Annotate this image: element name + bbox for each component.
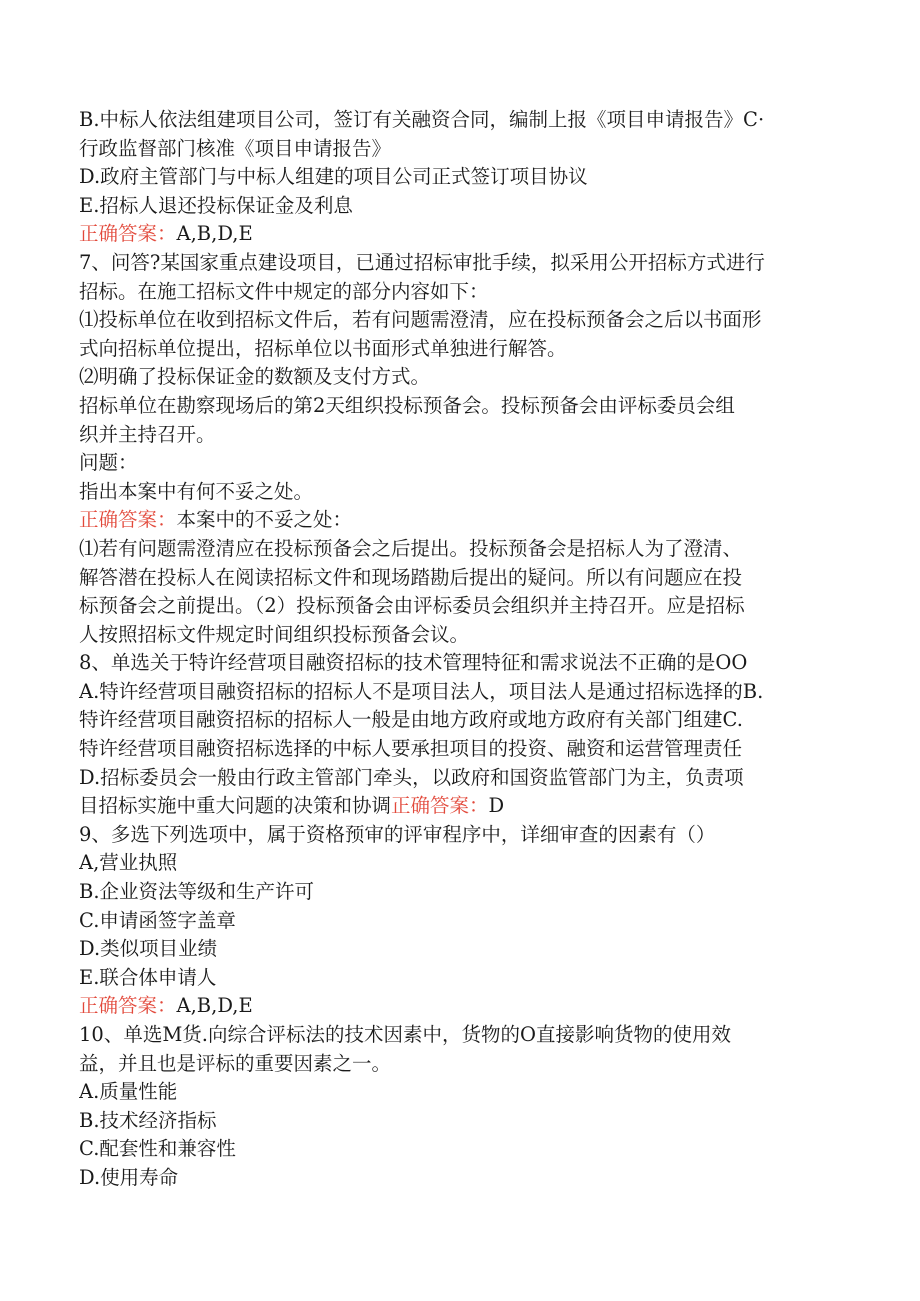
text-line: 招标单位在勘察现场后的第2天组织投标预备会。投标预备会由评标委员会组 [79, 393, 735, 417]
option-line: C.配套性和兼容性 [79, 1137, 236, 1161]
option-line: A.质量性能 [79, 1080, 178, 1104]
text-line: D.政府主管部门与中标人组建的项目公司正式签订项目协议 [79, 165, 588, 189]
text-line: ⑴若有问题需澄清应在投标预备会之后提出。投标预备会是招标人为了澄清、 [79, 536, 743, 560]
document-page [79, 106, 844, 1193]
text-line: 益，并且也是评标的重要因素之一。 [79, 1051, 392, 1075]
option-line: C.申请函签字盖章 [79, 908, 236, 932]
answer-value: A,B,D,E [176, 994, 253, 1018]
text-line: 人按照招标文件规定时间组织投标预备会议。 [79, 622, 470, 646]
answer-label: 正确答案： [391, 794, 489, 818]
text-line: 特许经营项目融资招标的招标人一般是由地方政府或地方政府有关部门组建C. [79, 708, 743, 732]
answer-value: 本案中的不妥之处： [176, 508, 353, 532]
answer-value: D [488, 794, 505, 818]
text-line: 招标。在施工招标文件中规定的部分内容如下： [79, 279, 489, 303]
answer-label: 正确答案： [79, 222, 177, 246]
answer-line [79, 506, 844, 535]
text-line: 问题： [79, 451, 138, 475]
text-line: D.招标委员会一般由行政主管部门牵头，以政府和国资监管部门为主，负责项 [79, 765, 744, 789]
text-line: ⑴投标单位在收到招标文件后，若有问题需澄清，应在投标预备会之后以书面形 [79, 308, 762, 332]
text-line: 行政监督部门核准《项目申请报告》 [79, 136, 392, 160]
question-10-title: 10、单选M货.向综合评标法的技术因素中，货物的O直接影响货物的使用效 [79, 1023, 731, 1046]
question-8-title: 8、单选关于特许经营项目融资招标的技术管理特征和需求说法不正确的是OO [79, 651, 748, 675]
answer-value: A,B,D,E [176, 222, 253, 246]
question-7-title: 7、问答?某国家重点建设项目，已通过招标审批手续，拟采用公开招标方式进行 [79, 250, 765, 274]
option-line: D.使用寿命 [79, 1165, 179, 1189]
answer-line [79, 992, 844, 1021]
option-line: D.类似项目业绩 [79, 937, 218, 961]
text-line: E.招标人退还投标保证金及利息 [79, 193, 353, 217]
option-line: B.企业资法等级和生产许可 [79, 880, 315, 904]
text-line: B.中标人依法组建项目公司，签订有关融资合同，编制上报《项目申请报告》C· [79, 108, 765, 131]
text-line: 解答潜在投标人在阅读招标文件和现场踏勘后提出的疑问。所以有问题应在投 [79, 565, 743, 589]
line-text: 目招标实施中重大问题的决策和协调 [79, 794, 392, 818]
text-line: 特许经营项目融资招标选择的中标人要承担项目的投资、融资和运营管理责任 [79, 737, 743, 761]
question-9-title: 9、多选下列选项中，属于资格预审的评审程序中，详细审查的因素有（） [79, 822, 716, 846]
text-line: 指出本案中有何不妥之处。 [79, 479, 314, 503]
option-line: B.技术经济指标 [79, 1108, 217, 1132]
option-line: E.联合体申请人 [79, 965, 217, 989]
text-line: 标预备会之前提出。（2）投标预备会由评标委员会组织并主持召开。应是招标 [79, 594, 745, 618]
text-line: ⑵明确了投标保证金的数额及支付方式。 [79, 365, 431, 389]
text-line: 织并主持召开。 [79, 422, 216, 446]
text-line: A.特许经营项目融资招标的招标人不是项目法人，项目法人是通过招标选择的B. [79, 679, 764, 703]
option-line: A,营业执照 [79, 851, 178, 875]
text-line: 式向招标单位提出，招标单位以书面形式单独进行解答。 [79, 336, 567, 360]
answer-line [79, 792, 844, 821]
answer-label: 正确答案： [79, 994, 177, 1018]
answer-label: 正确答案： [79, 508, 177, 532]
answer-line [79, 220, 844, 249]
